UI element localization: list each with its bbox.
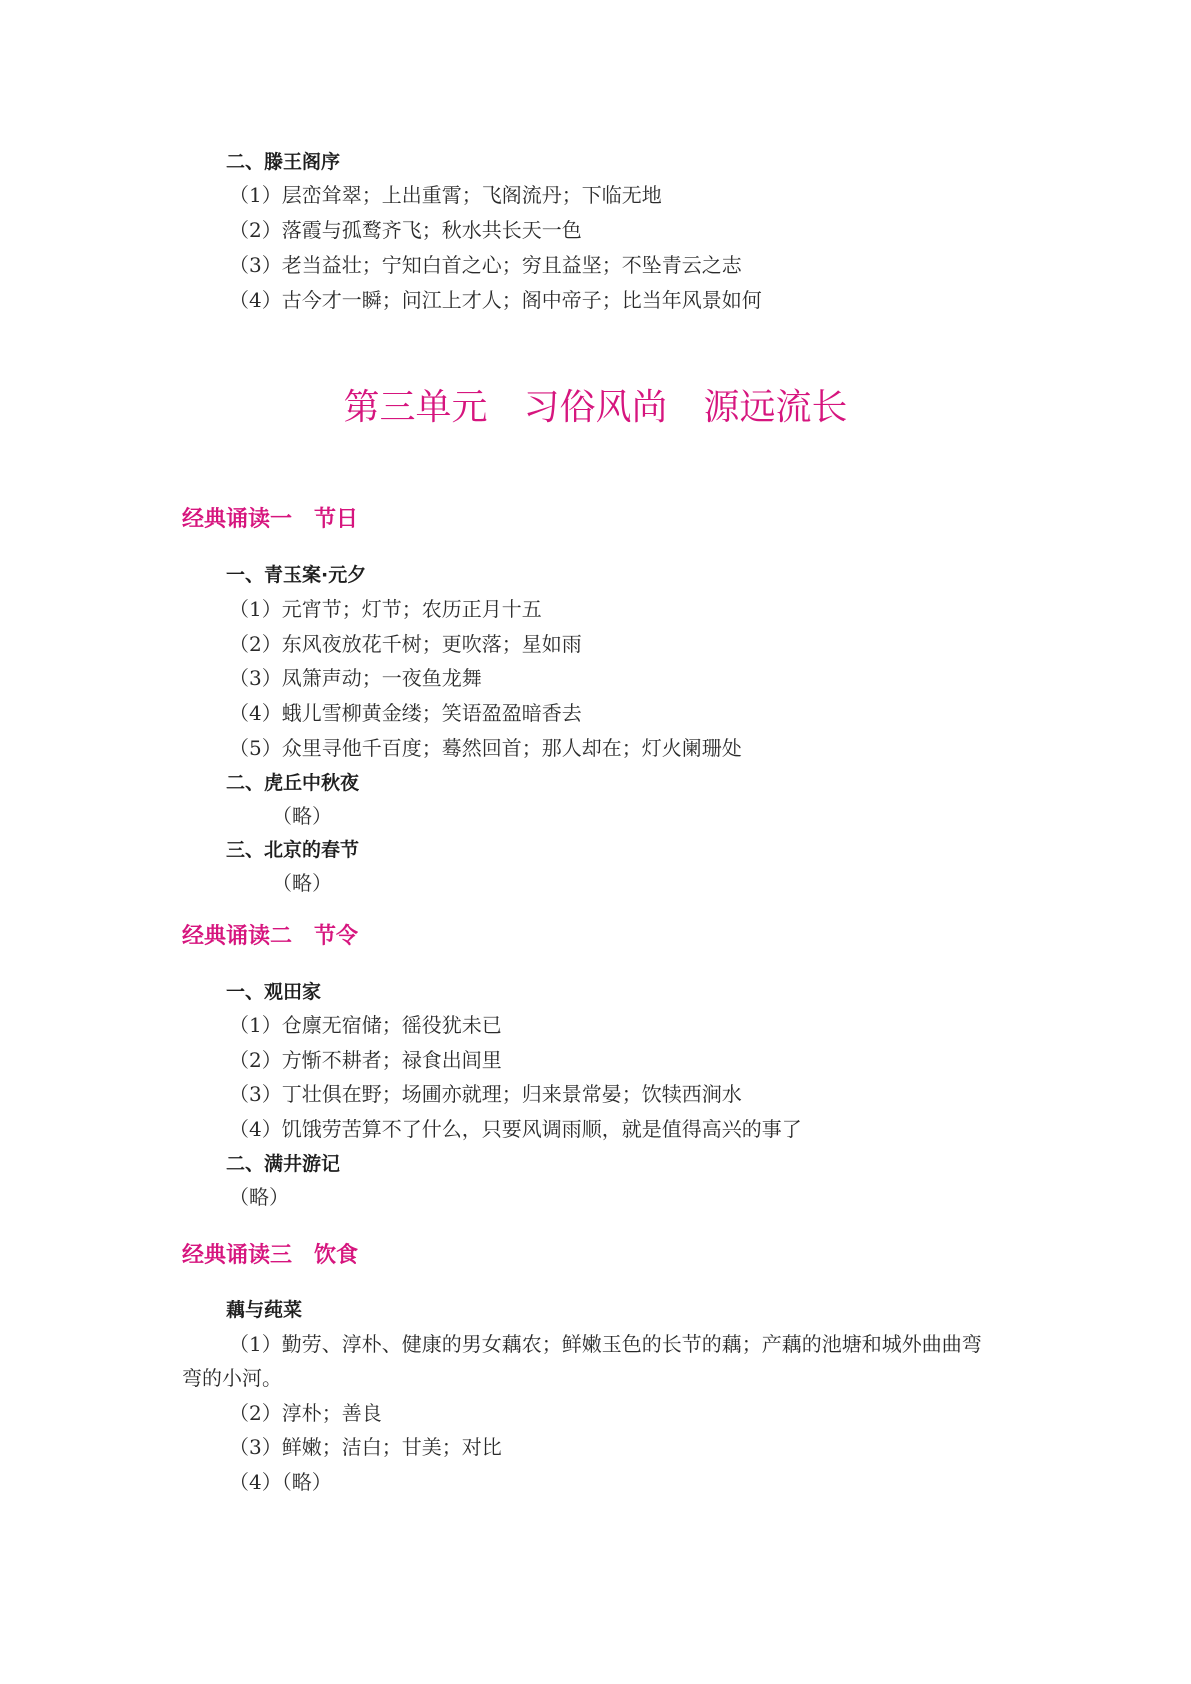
answer-item: （3）凤箫声动；一夜鱼龙舞 [229,666,482,690]
answer-item: （2）落霞与孤鹜齐飞；秋水共长天一色 [229,218,582,242]
omitted-note: （略） [229,1185,289,1209]
answer-item: （4）古今才一瞬；问江上才人；阁中帝子；比当年风景如何 [229,288,762,312]
answer-item: （3）丁壮俱在野；场圃亦就理；归来景常晏；饮犊西涧水 [229,1082,742,1106]
section-title-reading3: 经典诵读三 饮食 [182,1243,359,1268]
section-title-reading2: 经典诵读二 节令 [182,924,359,949]
answer-item: （2）方惭不耕者；禄食出闾里 [229,1048,502,1072]
answer-item: （1）仓廪无宿储；徭役犹未已 [229,1013,502,1037]
heading-beijing-chunjie: 三、北京的春节 [226,839,360,861]
heading-huqiu: 二、虎丘中秋夜 [226,772,360,794]
unit-title: 第三单元 习俗风尚 源远流长 [343,387,848,428]
answer-item: （3）鲜嫩；洁白；甘美；对比 [229,1435,502,1459]
omitted-note: （略） [272,804,332,828]
answer-item: （5）众里寻他千百度；蓦然回首；那人却在；灯火阑珊处 [229,736,742,760]
answer-item: （1）勤劳、淳朴、健康的男女藕农；鲜嫩玉色的长节的藕；产藕的池塘和城外曲曲弯 [229,1332,982,1356]
answer-item-continuation: 弯的小河。 [182,1366,282,1390]
answer-item: （2）东风夜放花千树；更吹落；星如雨 [229,632,582,656]
answer-item: （3）老当益壮；宁知白首之心；穷且益坚；不坠青云之志 [229,253,742,277]
answer-item: （4）蛾儿雪柳黄金缕；笑语盈盈暗香去 [229,701,582,725]
omitted-note: （略） [272,871,332,895]
heading-guantianjia: 一、观田家 [226,981,322,1003]
heading-tengwang: 二、滕王阁序 [226,151,341,173]
answer-item: （1）层峦耸翠；上出重霄；飞阁流丹；下临无地 [229,183,662,207]
answer-item: （4）（略） [229,1470,332,1494]
heading-manjing: 二、满井游记 [226,1153,341,1175]
answer-item: （1）元宵节；灯节；农历正月十五 [229,597,542,621]
answer-item: （4）饥饿劳苦算不了什么，只要风调雨顺，就是值得高兴的事了 [229,1117,802,1141]
heading-ou-chuncai: 藕与莼菜 [226,1299,303,1321]
section-title-reading1: 经典诵读一 节日 [182,507,359,532]
answer-item: （2）淳朴；善良 [229,1401,382,1425]
heading-qingyuan: 一、青玉案·元夕 [226,564,367,586]
